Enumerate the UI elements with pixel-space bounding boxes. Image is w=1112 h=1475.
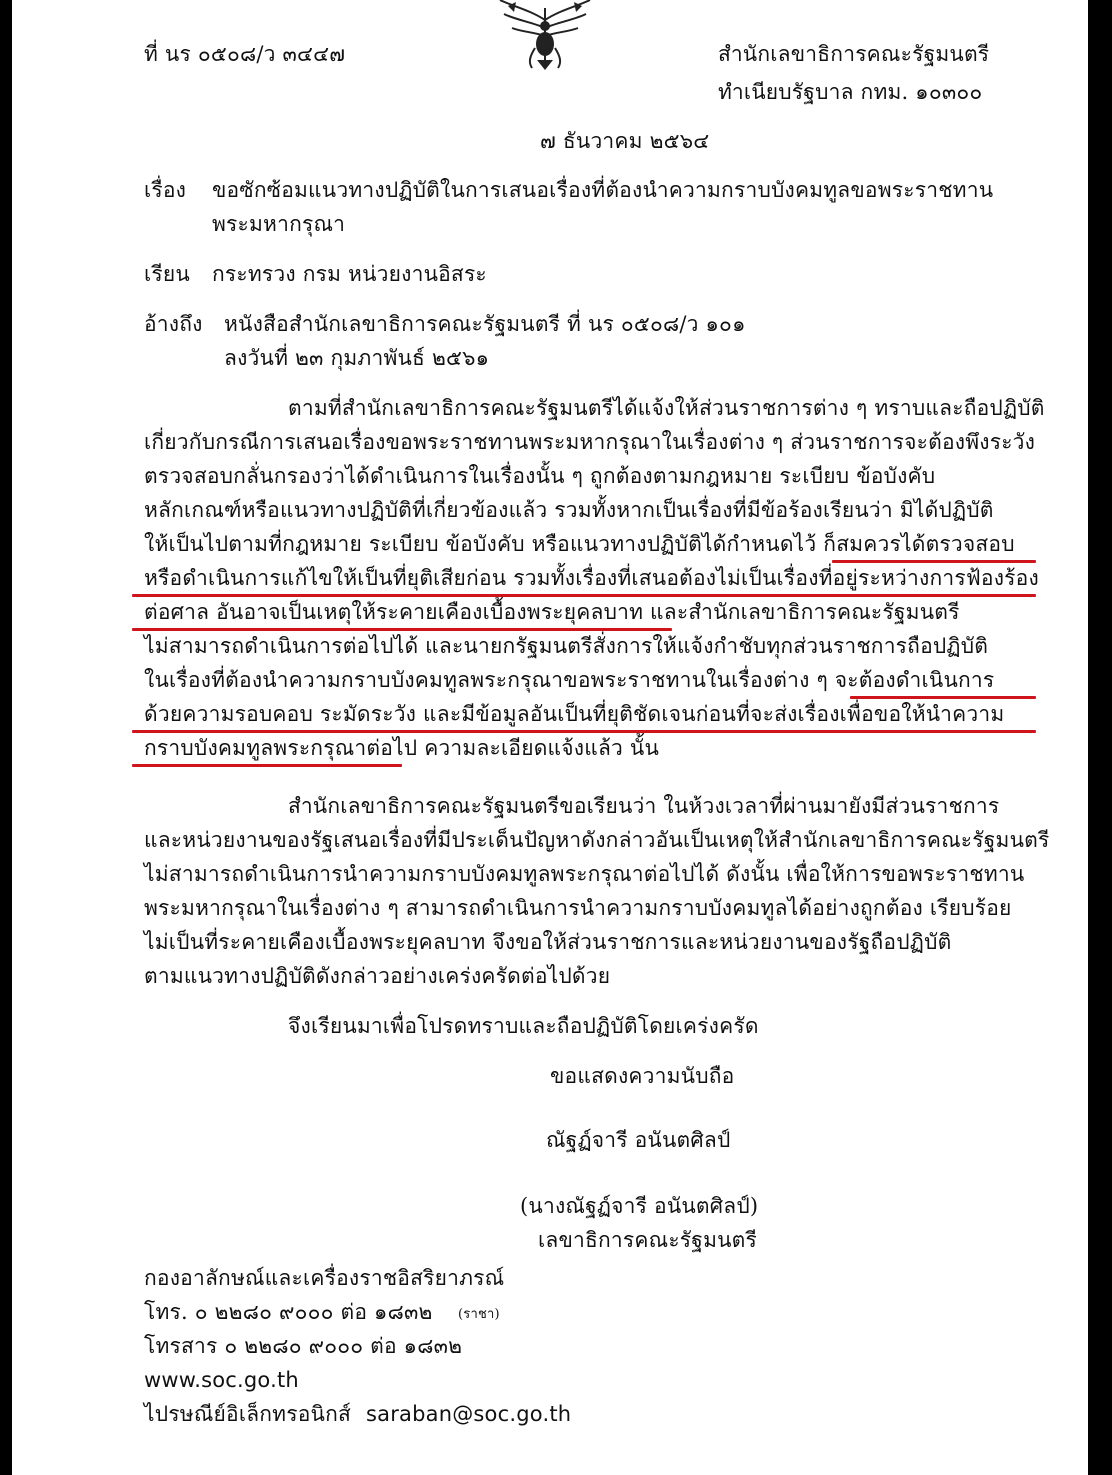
to-label: เรียน: [144, 262, 190, 286]
paragraph-line: ด้วยความรอบคอบ ระมัดระวัง และมีข้อมูลอันเป็นที่ยุติชัดเจนก่อนที่จะส่งเรื่องเพื่อขอให้นำความ: [144, 702, 1005, 726]
paragraph-line: สำนักเลขาธิการคณะรัฐมนตรีขอเรียนว่า ในห้วงเวลาที่ผ่านมายังมีส่วนราชการ: [288, 794, 1000, 818]
footer-website: www.soc.go.th: [144, 1368, 299, 1392]
highlight-underline: [132, 628, 672, 631]
scan-border-right: [1088, 0, 1112, 1475]
paragraph-line: ต่อศาล อันอาจเป็นเหตุให้ระคายเคืองเบื้องพระยุคลบาท และสำนักเลขาธิการคณะรัฐมนตรี: [144, 600, 960, 624]
to-recipients: กระทรวง กรม หน่วยงานอิสระ: [212, 262, 487, 286]
paragraph-line: และหน่วยงานของรัฐเสนอเรื่องที่มีประเด็นปัญหาดังกล่าวอันเป็นเหตุให้สำนักเลขาธิการคณะรัฐมนตรี: [144, 828, 1050, 852]
highlight-underline: [832, 560, 1036, 563]
paragraph-line: ตามที่สำนักเลขาธิการคณะรัฐมนตรีได้แจ้งให้ส่วนราชการต่าง ๆ ทราบและถือปฏิบัติ: [288, 396, 1045, 420]
paragraph-line: ตามแนวทางปฏิบัติดังกล่าวอย่างเคร่งครัดต่อไปด้วย: [144, 964, 611, 988]
subject-label: เรื่อง: [144, 178, 187, 202]
reference-line: ลงวันที่ ๒๓ กุมภาพันธ์ ๒๕๖๑: [224, 346, 490, 370]
footer-department: กองอาลักษณ์และเครื่องราชอิสริยาภรณ์: [144, 1266, 505, 1290]
paragraph-line: หรือดำเนินการแก้ไขให้เป็นที่ยุติเสียก่อน รวมทั้งเรื่องที่เสนอต้องไม่เป็นเรื่องที่อยู่ระหว่างการฟ้องร้อง: [144, 566, 1039, 590]
footer-phone-note: (ราชา): [458, 1307, 500, 1322]
paragraph-line: กราบบังคมทูลพระกรุณาต่อไป ความละเอียดแจ้งแล้ว นั้น: [144, 736, 660, 760]
signature-name: ณัฐฏ์จารี อนันตศิลป์: [546, 1128, 731, 1152]
highlight-underline: [132, 594, 1036, 597]
paragraph-line: ตรวจสอบกลั่นกรองว่าได้ดำเนินการในเรื่องนั้น ๆ ถูกต้องตามกฎหมาย ระเบียบ ข้อบังคับ: [144, 464, 936, 488]
paragraph-line: เกี่ยวกับกรณีการเสนอเรื่องขอพระราชทานพระมหากรุณาในเรื่องต่าง ๆ ส่วนราชการจะต้องพึงระวัง: [144, 430, 1036, 454]
regards-line: ขอแสดงความนับถือ: [550, 1064, 735, 1088]
paragraph-line: ไม่สามารถดำเนินการต่อไปได้ และนายกรัฐมนตรีสั่งการให้แจ้งกำชับทุกส่วนราชการถือปฏิบัติ: [144, 634, 989, 658]
signatory-position: เลขาธิการคณะรัฐมนตรี: [538, 1228, 757, 1252]
scan-border-left: [0, 0, 12, 1475]
footer-email-label: ไปรษณีย์อิเล็กทรอนิกส์: [144, 1402, 351, 1426]
reference-label: อ้างถึง: [144, 312, 203, 336]
letter-page: [12, 0, 1088, 1475]
paragraph-line: ในเรื่องที่ต้องนำความกราบบังคมทูลพระกรุณาขอพระราชทานในเรื่องต่าง ๆ จะต้องดำเนินการ: [144, 668, 995, 692]
paragraph-line: ให้เป็นไปตามที่กฎหมาย ระเบียบ ข้อบังคับ หรือแนวทางปฏิบัติได้กำหนดไว้ ก็สมควรได้ตรวจสอบ: [144, 532, 1015, 556]
paragraph-line: หลักเกณฑ์หรือแนวทางปฏิบัติที่เกี่ยวข้องแล้ว รวมทั้งหากเป็นเรื่องที่มีข้อร้องเรียนว่า มิได้ปฏิบัติ: [144, 498, 994, 522]
reference-number: ที่ นร ๐๕๐๘/ว ๓๔๔๗: [144, 42, 346, 66]
garuda-emblem-icon: [490, 0, 600, 70]
letter-date: ๗ ธันวาคม ๒๕๖๔: [540, 129, 710, 153]
highlight-underline: [850, 696, 1036, 699]
office-name: สำนักเลขาธิการคณะรัฐมนตรี: [718, 42, 990, 66]
highlight-underline: [132, 764, 402, 767]
office-address: ทำเนียบรัฐบาล กทม. ๑๐๓๐๐: [718, 80, 983, 104]
paragraph-line: ไม่สามารถดำเนินการนำความกราบบังคมทูลพระกรุณาต่อไปได้ ดังนั้น เพื่อให้การขอพระราชทาน: [144, 862, 1025, 886]
footer-email: saraban@soc.go.th: [366, 1402, 572, 1426]
subject-line: ขอซักซ้อมแนวทางปฏิบัติในการเสนอเรื่องที่ต้องนำความกราบบังคมทูลขอพระราชทาน: [212, 178, 994, 202]
subject-line: พระมหากรุณา: [212, 212, 346, 236]
paragraph-line: พระมหากรุณาในเรื่องต่าง ๆ สามารถดำเนินการนำความกราบบังคมทูลได้อย่างถูกต้อง เรียบร้อย: [144, 896, 1012, 920]
signatory-full-name: (นางณัฐฏ์จารี อนันตศิลป์): [520, 1194, 759, 1218]
closing-line: จึงเรียนมาเพื่อโปรดทราบและถือปฏิบัติโดยเคร่งครัด: [288, 1014, 759, 1038]
footer-phone: โทร. ๐ ๒๒๘๐ ๙๐๐๐ ต่อ ๑๘๓๒: [144, 1300, 433, 1324]
reference-line: หนังสือสำนักเลขาธิการคณะรัฐมนตรี ที่ นร ๐๕๐๘/ว ๑๐๑: [224, 312, 746, 336]
paragraph-line: ไม่เป็นที่ระคายเคืองเบื้องพระยุคลบาท จึงขอให้ส่วนราชการและหน่วยงานของรัฐถือปฏิบัติ: [144, 930, 952, 954]
highlight-underline: [132, 730, 1036, 733]
footer-fax: โทรสาร ๐ ๒๒๘๐ ๙๐๐๐ ต่อ ๑๘๓๒: [144, 1334, 463, 1358]
